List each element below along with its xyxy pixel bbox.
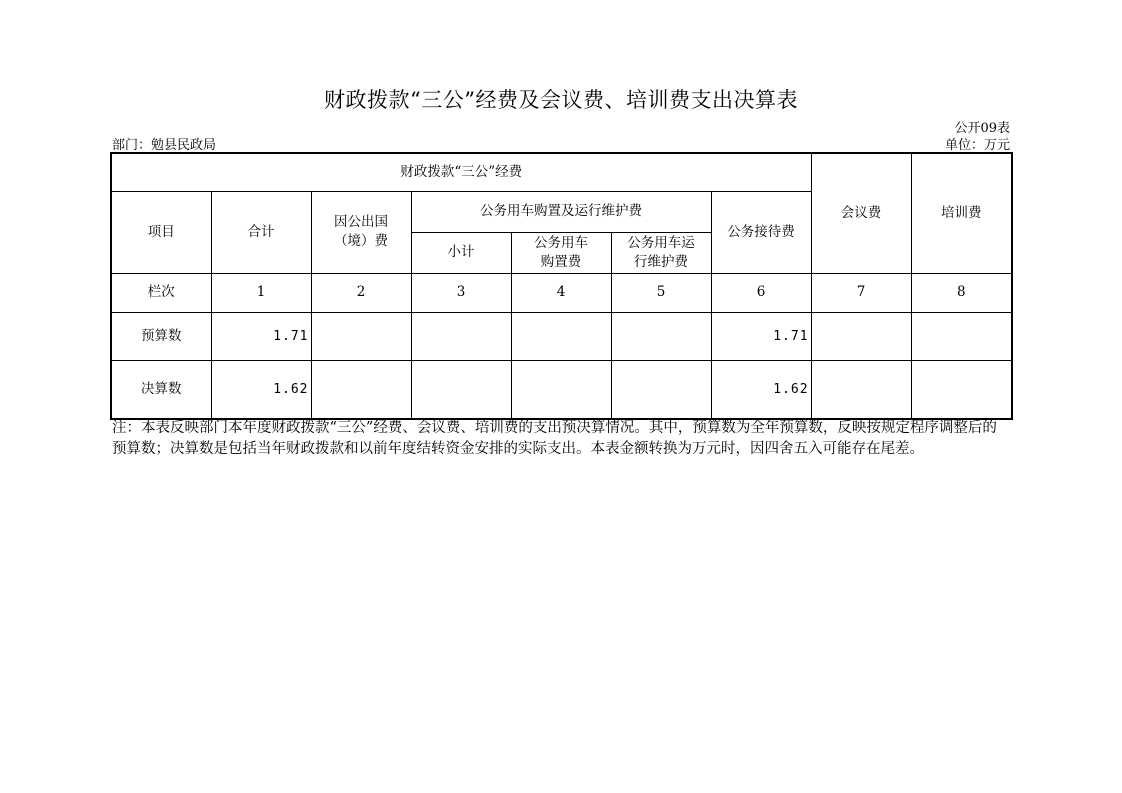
header-item: 项目 <box>111 191 211 273</box>
column-number: 6 <box>711 273 811 312</box>
header-vehicle-subtotal: 小计 <box>411 232 511 273</box>
table-cell <box>911 312 1012 360</box>
column-index-label: 栏次 <box>111 273 211 312</box>
expenditure-table <box>110 152 1013 420</box>
column-number: 2 <box>311 273 411 312</box>
header-vehicle-purchase: 公务用车购置费 <box>511 232 611 273</box>
unit-label: 单位：万元 <box>944 138 1010 153</box>
header-vehicle-group: 公务用车购置及运行维护费 <box>411 191 711 232</box>
table-cell: 1.71 <box>711 312 811 360</box>
department-label: 部门：勉县民政局 <box>112 138 217 153</box>
header-total: 合计 <box>211 191 311 273</box>
table-cell <box>411 360 511 419</box>
form-code: 公开09表 <box>954 121 1010 136</box>
column-number: 8 <box>911 273 1012 312</box>
table-cell <box>311 312 411 360</box>
row-label: 决算数 <box>111 360 211 419</box>
header-overseas: 因公出国（境）费 <box>311 191 411 273</box>
column-number: 5 <box>611 273 711 312</box>
table-cell <box>811 360 911 419</box>
table-cell: 1.71 <box>211 312 311 360</box>
header-reception: 公务接待费 <box>711 191 811 273</box>
table-cell: 1.62 <box>711 360 811 419</box>
table-cell <box>511 360 611 419</box>
header-training-fee: 培训费 <box>911 153 1012 273</box>
table-cell <box>611 312 711 360</box>
header-meeting-fee: 会议费 <box>811 153 911 273</box>
column-number: 7 <box>811 273 911 312</box>
row-label: 预算数 <box>111 312 211 360</box>
table-cell <box>311 360 411 419</box>
table-cell <box>911 360 1012 419</box>
column-number: 3 <box>411 273 511 312</box>
table-cell: 1.62 <box>211 360 311 419</box>
table-cell <box>811 312 911 360</box>
header-vehicle-maintenance: 公务用车运行维护费 <box>611 232 711 273</box>
table-cell <box>511 312 611 360</box>
table-row-final <box>111 360 1012 419</box>
column-number: 1 <box>211 273 311 312</box>
footnote: 注：本表反映部门本年度财政拨款“三公”经费、会议费、培训费的支出预决算情况。其中，预算数为全年预算数，反映按规定程序调整后的预算数；决算数是包括当年财政拨款和以前年度结转资金安排的实际支出。本表金额转换为万元时，因四舍五入可能存在尾差。 <box>112 420 997 457</box>
table-cell <box>611 360 711 419</box>
column-number: 4 <box>511 273 611 312</box>
page-title: 财政拨款“三公”经费及会议费、培训费支出决算表 <box>324 88 798 112</box>
table-cell <box>411 312 511 360</box>
table-row-budget <box>111 312 1012 360</box>
header-three-public-group: 财政拨款“三公”经费 <box>111 153 811 191</box>
